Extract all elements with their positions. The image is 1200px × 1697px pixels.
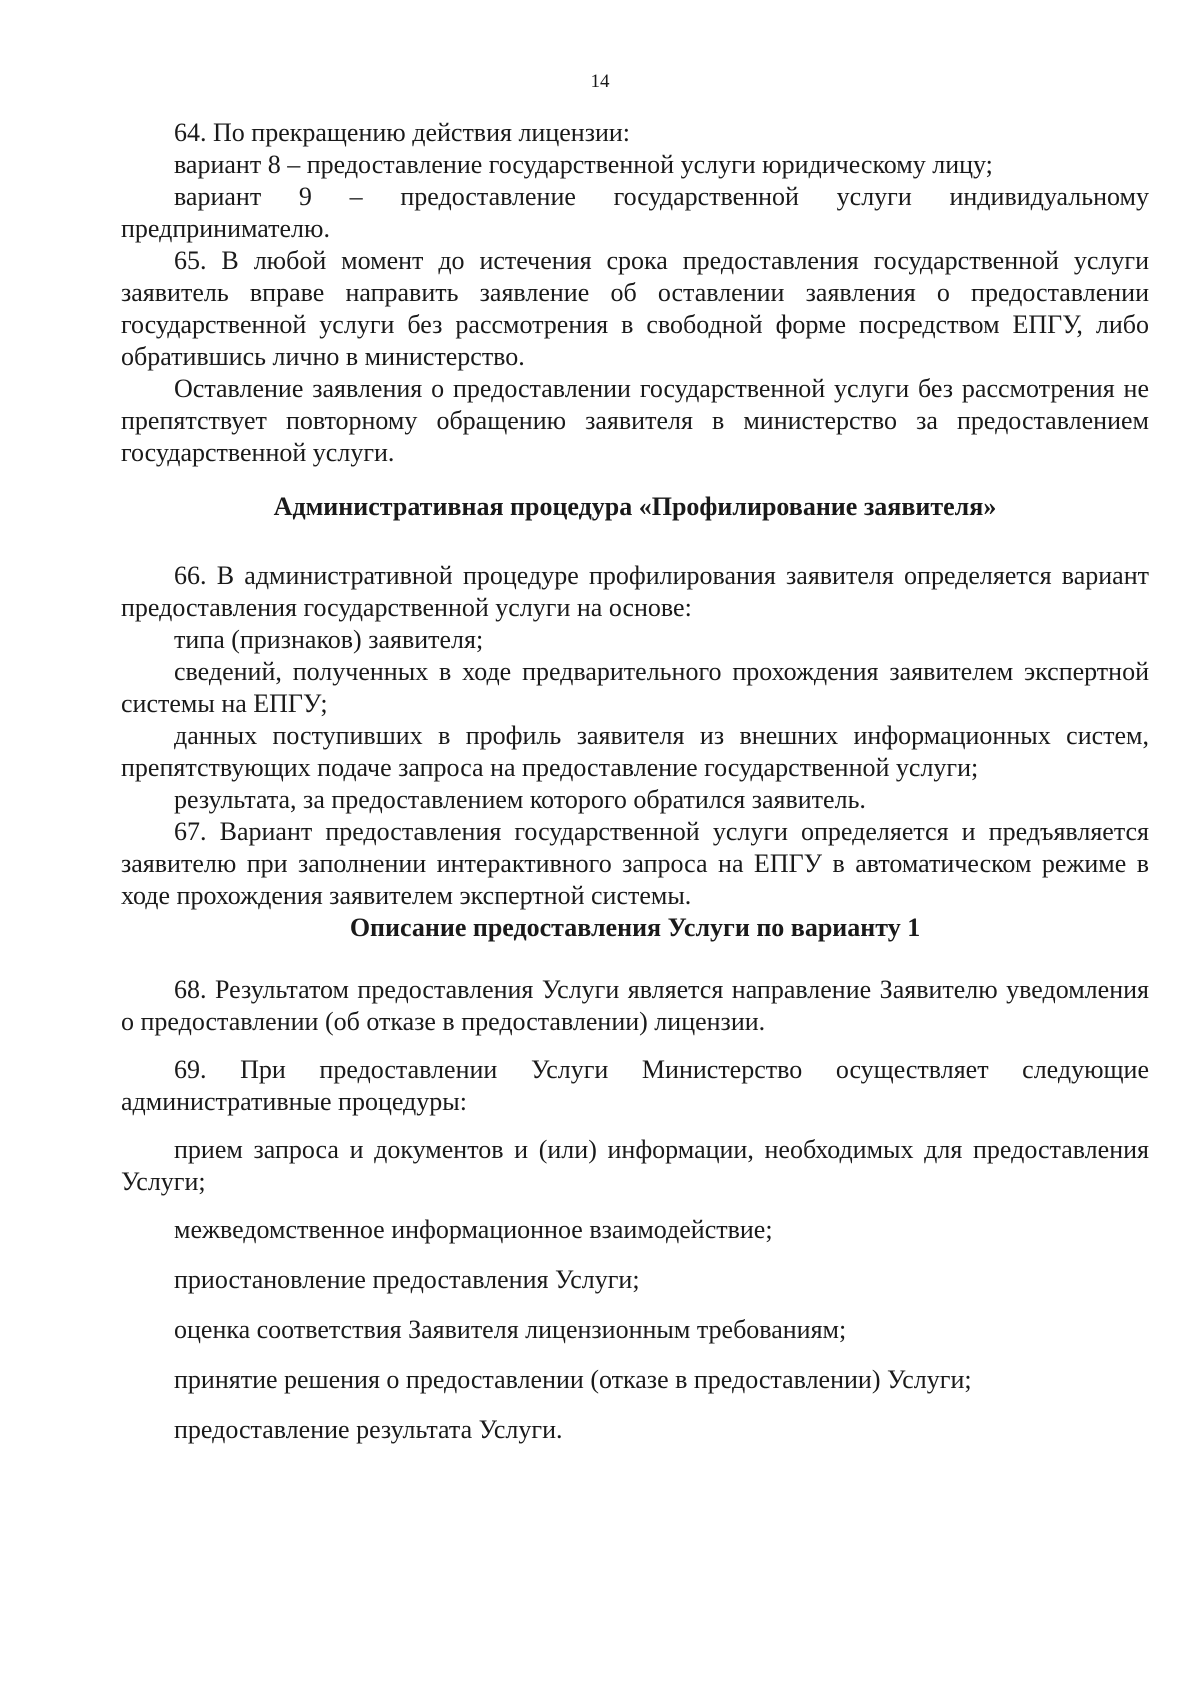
paragraph-64: 64. По прекращению действия лицензии: <box>174 118 631 147</box>
profiling-basis-item: результата, за предоставлением которого обратился заявитель. <box>174 785 866 814</box>
procedure-item: прием запроса и документов и (или) информации, необходимых для предоставления Услуги; <box>121 1135 1149 1196</box>
profiling-basis-item: сведений, полученных в ходе предварительного прохождения заявителем экспертной системы на ЕПГУ; <box>121 657 1149 718</box>
heading-variant-1: Описание предоставления Услуги по варианту 1 <box>349 913 921 942</box>
heading-applicant-profiling: Административная процедура «Профилирование заявителя» <box>273 492 997 521</box>
procedure-item: приостановление предоставления Услуги; <box>174 1265 640 1294</box>
paragraph-67: 67. Вариант предоставления государственной услуги определяется и предъявляется заявителю при заполнении интерактивного запроса на ЕПГУ в автоматическом режиме в ходе прохождения заявителем экспертной системы. <box>121 817 1149 910</box>
variant-9-item: вариант 9 – предоставление государственной услуги индивидуальному предпринимателю. <box>121 182 1149 243</box>
profiling-basis-item: типа (признаков) заявителя; <box>174 625 484 654</box>
procedure-item: межведомственное информационное взаимодействие; <box>174 1215 773 1244</box>
paragraph-69: 69. При предоставлении Услуги Министерство осуществляет следующие административные процедуры: <box>121 1055 1149 1116</box>
paragraph-68: 68. Результатом предоставления Услуги является направление Заявителю уведомления о предоставлении (об отказе в предоставлении) лицензии. <box>121 975 1149 1036</box>
profiling-basis-item: данных поступивших в профиль заявителя из внешних информационных систем, препятствующих подаче запроса на предоставление государственной услуги; <box>121 721 1149 782</box>
section-license-termination <box>121 117 1149 469</box>
variant-8-item: вариант 8 – предоставление государственной услуги юридическому лицу; <box>174 150 993 179</box>
procedure-item: предоставление результата Услуги. <box>174 1415 563 1444</box>
section-profiling <box>121 560 1149 912</box>
paragraph-66: 66. В административной процедуре профилирования заявителя определяется вариант предоставления государственной услуги на основе: <box>121 561 1149 622</box>
page-number: 14 <box>590 71 610 92</box>
paragraph-65: 65. В любой момент до истечения срока предоставления государственной услуги заявитель вправе направить заявление об оставлении заявления о предоставлении государственной услуги без рассмотрения в свободной форме посредством ЕПГУ, либо обратившись лично в министерство. <box>121 246 1149 371</box>
paragraph-65-note: Оставление заявления о предоставлении государственной услуги без рассмотрения не препятствует повторному обращению заявителя в министерство за предоставлением государственной услуги. <box>121 374 1149 467</box>
procedure-item: принятие решения о предоставлении (отказе в предоставлении) Услуги; <box>174 1365 972 1394</box>
procedure-item: оценка соответствия Заявителя лицензионным требованиям; <box>174 1315 847 1344</box>
